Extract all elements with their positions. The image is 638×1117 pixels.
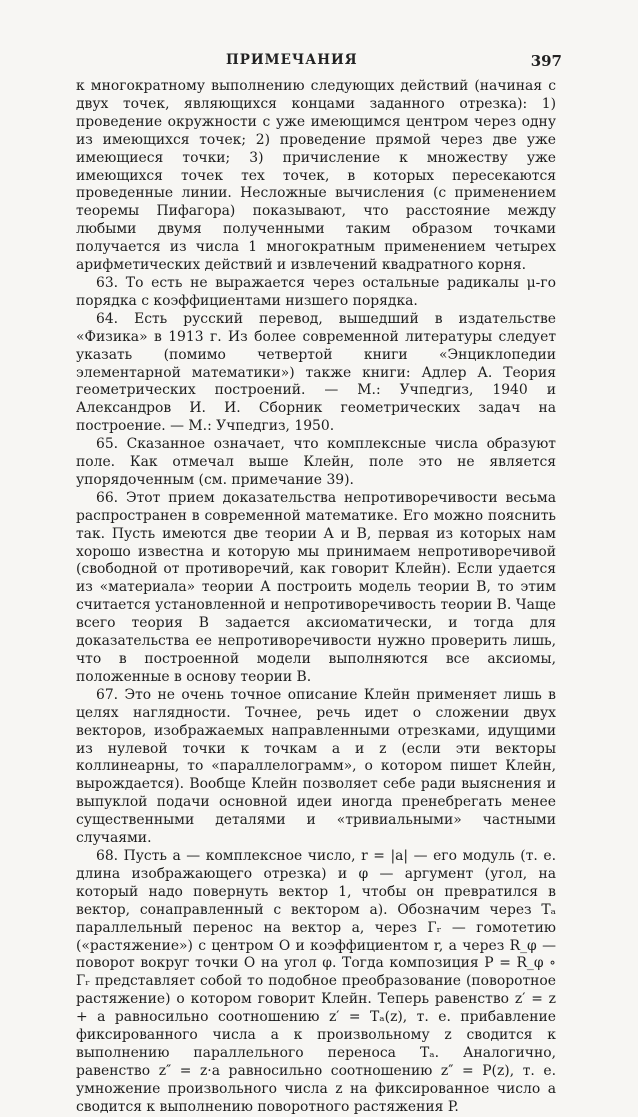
note-67: 67. Это не очень точное описание Клейн применяет лишь в целях наглядности. Точнее, речь идет о сложении двух векторов, изображаемых направленными отрезками, идущими из нулевой точки к точкам a и z (если эти векторы коллинеарны, то «параллелограмм», о котором пишет Клейн, вырождается). Вообще Клейн позволяет себе ради выяснения и выпуклой подачи основной идеи иногда пренебрегать менее существенными деталями и «тривиальными» частными случаями. bbox=[76, 686, 556, 847]
note-65: 65. Сказанное означает, что комплексные числа образуют поле. Как отмечал выше Клейн, поле это не является упорядоченным (см. примечание 39). bbox=[76, 436, 556, 488]
note-63: 63. То есть не выражается через остальные радикалы μ-го порядка с коэффициентами низшего порядка. bbox=[76, 274, 556, 309]
running-head bbox=[76, 48, 562, 72]
note-64: 64. Есть русский перевод, вышедший в издательстве «Физика» в 1913 г. Из более современной литературы следует указать (помимо четвертой книги «Энциклопедии элементарной математики») также книги: Адлер А. Теория геометрических построений. — М.: Учпедгиз, 1940 и Александров И. И. Сборник геометрических задач на построение. — М.: Учпедгиз, 1950. bbox=[76, 310, 556, 435]
page-number: 397 bbox=[530, 52, 562, 70]
page-header-title: ПРИМЕЧАНИЯ bbox=[226, 52, 358, 68]
note-66: 66. Этот прием доказательства непротиворечивости весьма распространен в современной математике. Его можно пояснить так. Пусть имеются две теории A и B, первая из которых нам хорошо известна и которую мы принимаем непротиворечивой (свободной от противоречий, как говорит Клейн). Если удается из «материала» теории A построить модель теории B, то этим считается установленной и непротиворечивость теории B. Чаще всего теория B задается аксиоматически, и тогда для доказательства ее непротиворечивости нужно проверить лишь, что в построенной модели выполняются все аксиомы, положенные в основу теории B. bbox=[76, 489, 556, 685]
note-continuation: к многократному выполнению следующих действий (начиная с двух точек, являющихся концами заданного отрезка): 1) проведение окружности с уже имеющимся центром через одну из имеющихся точек; 2) проведение прямой через две уже имеющиеся точки; 3) причисление к множеству уже имеющихся точек тех точек, в которых пересекаются проведенные линии. Несложные вычисления (с применением теоремы Пифагора) показывают, что расстояние между любыми двумя полученными таким образом точками получается из числа 1 многократным применением четырех арифметических действий и извлечений квадратного корня. bbox=[76, 78, 556, 274]
note-68: 68. Пусть a — комплексное число, r = |a| — его модуль (т. е. длина изображающего отрезка) и φ — аргумент (угол, на который надо повернуть вектор 1, чтобы он превратился в вектор, сонаправленный с вектором a). Обозначим через Tₐ параллельный перенос на вектор a, через Гᵣ — гомотетию («растяжение») с центром O и коэффициентом r, а через R_φ — поворот вокруг точки O на угол φ. Тогда композиция P = R_φ ∘ Гᵣ представляет собой то подобное преобразование (поворотное растяжение) о котором говорит Клейн. Теперь равенство z′ = z + a равносильно соотношению z′ = Tₐ(z), т. е. прибавление фиксированного числа a к произвольному z сводится к выполнению параллельного переноса Tₐ. Аналогично, равенство z″ = z·a равносильно соотношению z″ = P(z), т. е. умножение произвольного числа z на фиксированное число a сводится к выполнению поворотного растяжения P. bbox=[76, 847, 556, 1115]
notes-text bbox=[76, 78, 556, 1117]
